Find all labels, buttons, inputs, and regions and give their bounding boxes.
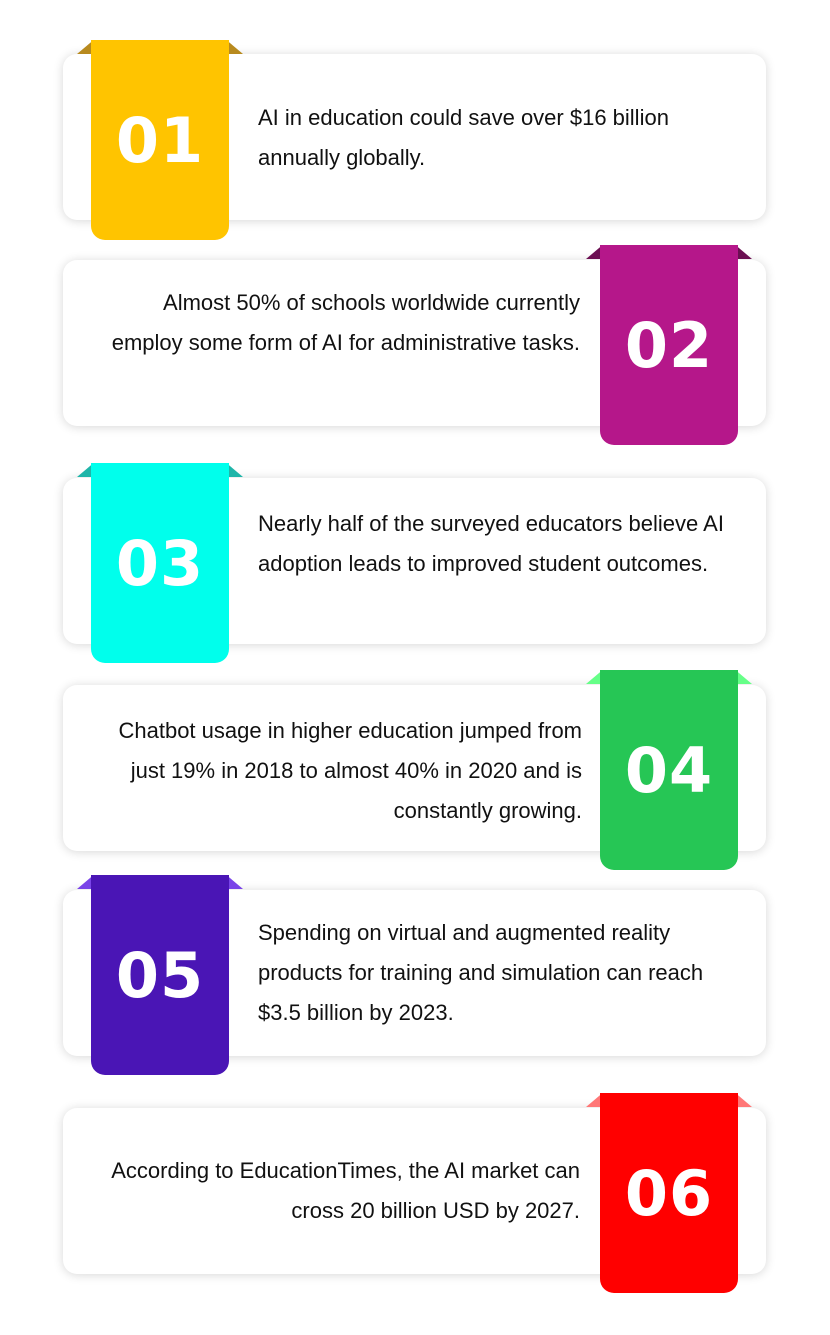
ribbon-badge-6	[600, 1093, 738, 1293]
fact-number-5: 05	[115, 938, 205, 1012]
fact-text-5: Spending on virtual and augmented reality products for training and simulation can reach $3.5 billion by 2023.	[258, 920, 704, 1025]
fact-text-4: Chatbot usage in higher education jumped from just 19% in 2018 to almost 40% in 2020 and is constantly growing.	[118, 718, 582, 823]
fact-text-3: Nearly half of the surveyed educators believe AI adoption leads to improved student outcomes.	[258, 511, 724, 576]
fact-number-1: 01	[115, 103, 205, 177]
fact-number-3: 03	[115, 526, 205, 600]
ribbon-badge-5	[91, 875, 229, 1075]
fact-text-2: Almost 50% of schools worldwide currently employ some form of AI for administrative tasks.	[111, 290, 580, 355]
fact-number-2: 02	[624, 308, 714, 382]
ribbon-badge-2	[600, 245, 738, 445]
fact-text-1: AI in education could save over $16 billion annually globally.	[258, 105, 669, 170]
ribbon-badge-3	[91, 463, 229, 663]
ribbon-badge-1	[91, 40, 229, 240]
fact-number-6: 06	[624, 1156, 714, 1230]
fact-number-4: 04	[624, 733, 714, 807]
fact-text-6: According to EducationTimes, the AI market can cross 20 billion USD by 2027.	[111, 1158, 580, 1223]
ribbon-badge-4	[600, 670, 738, 870]
